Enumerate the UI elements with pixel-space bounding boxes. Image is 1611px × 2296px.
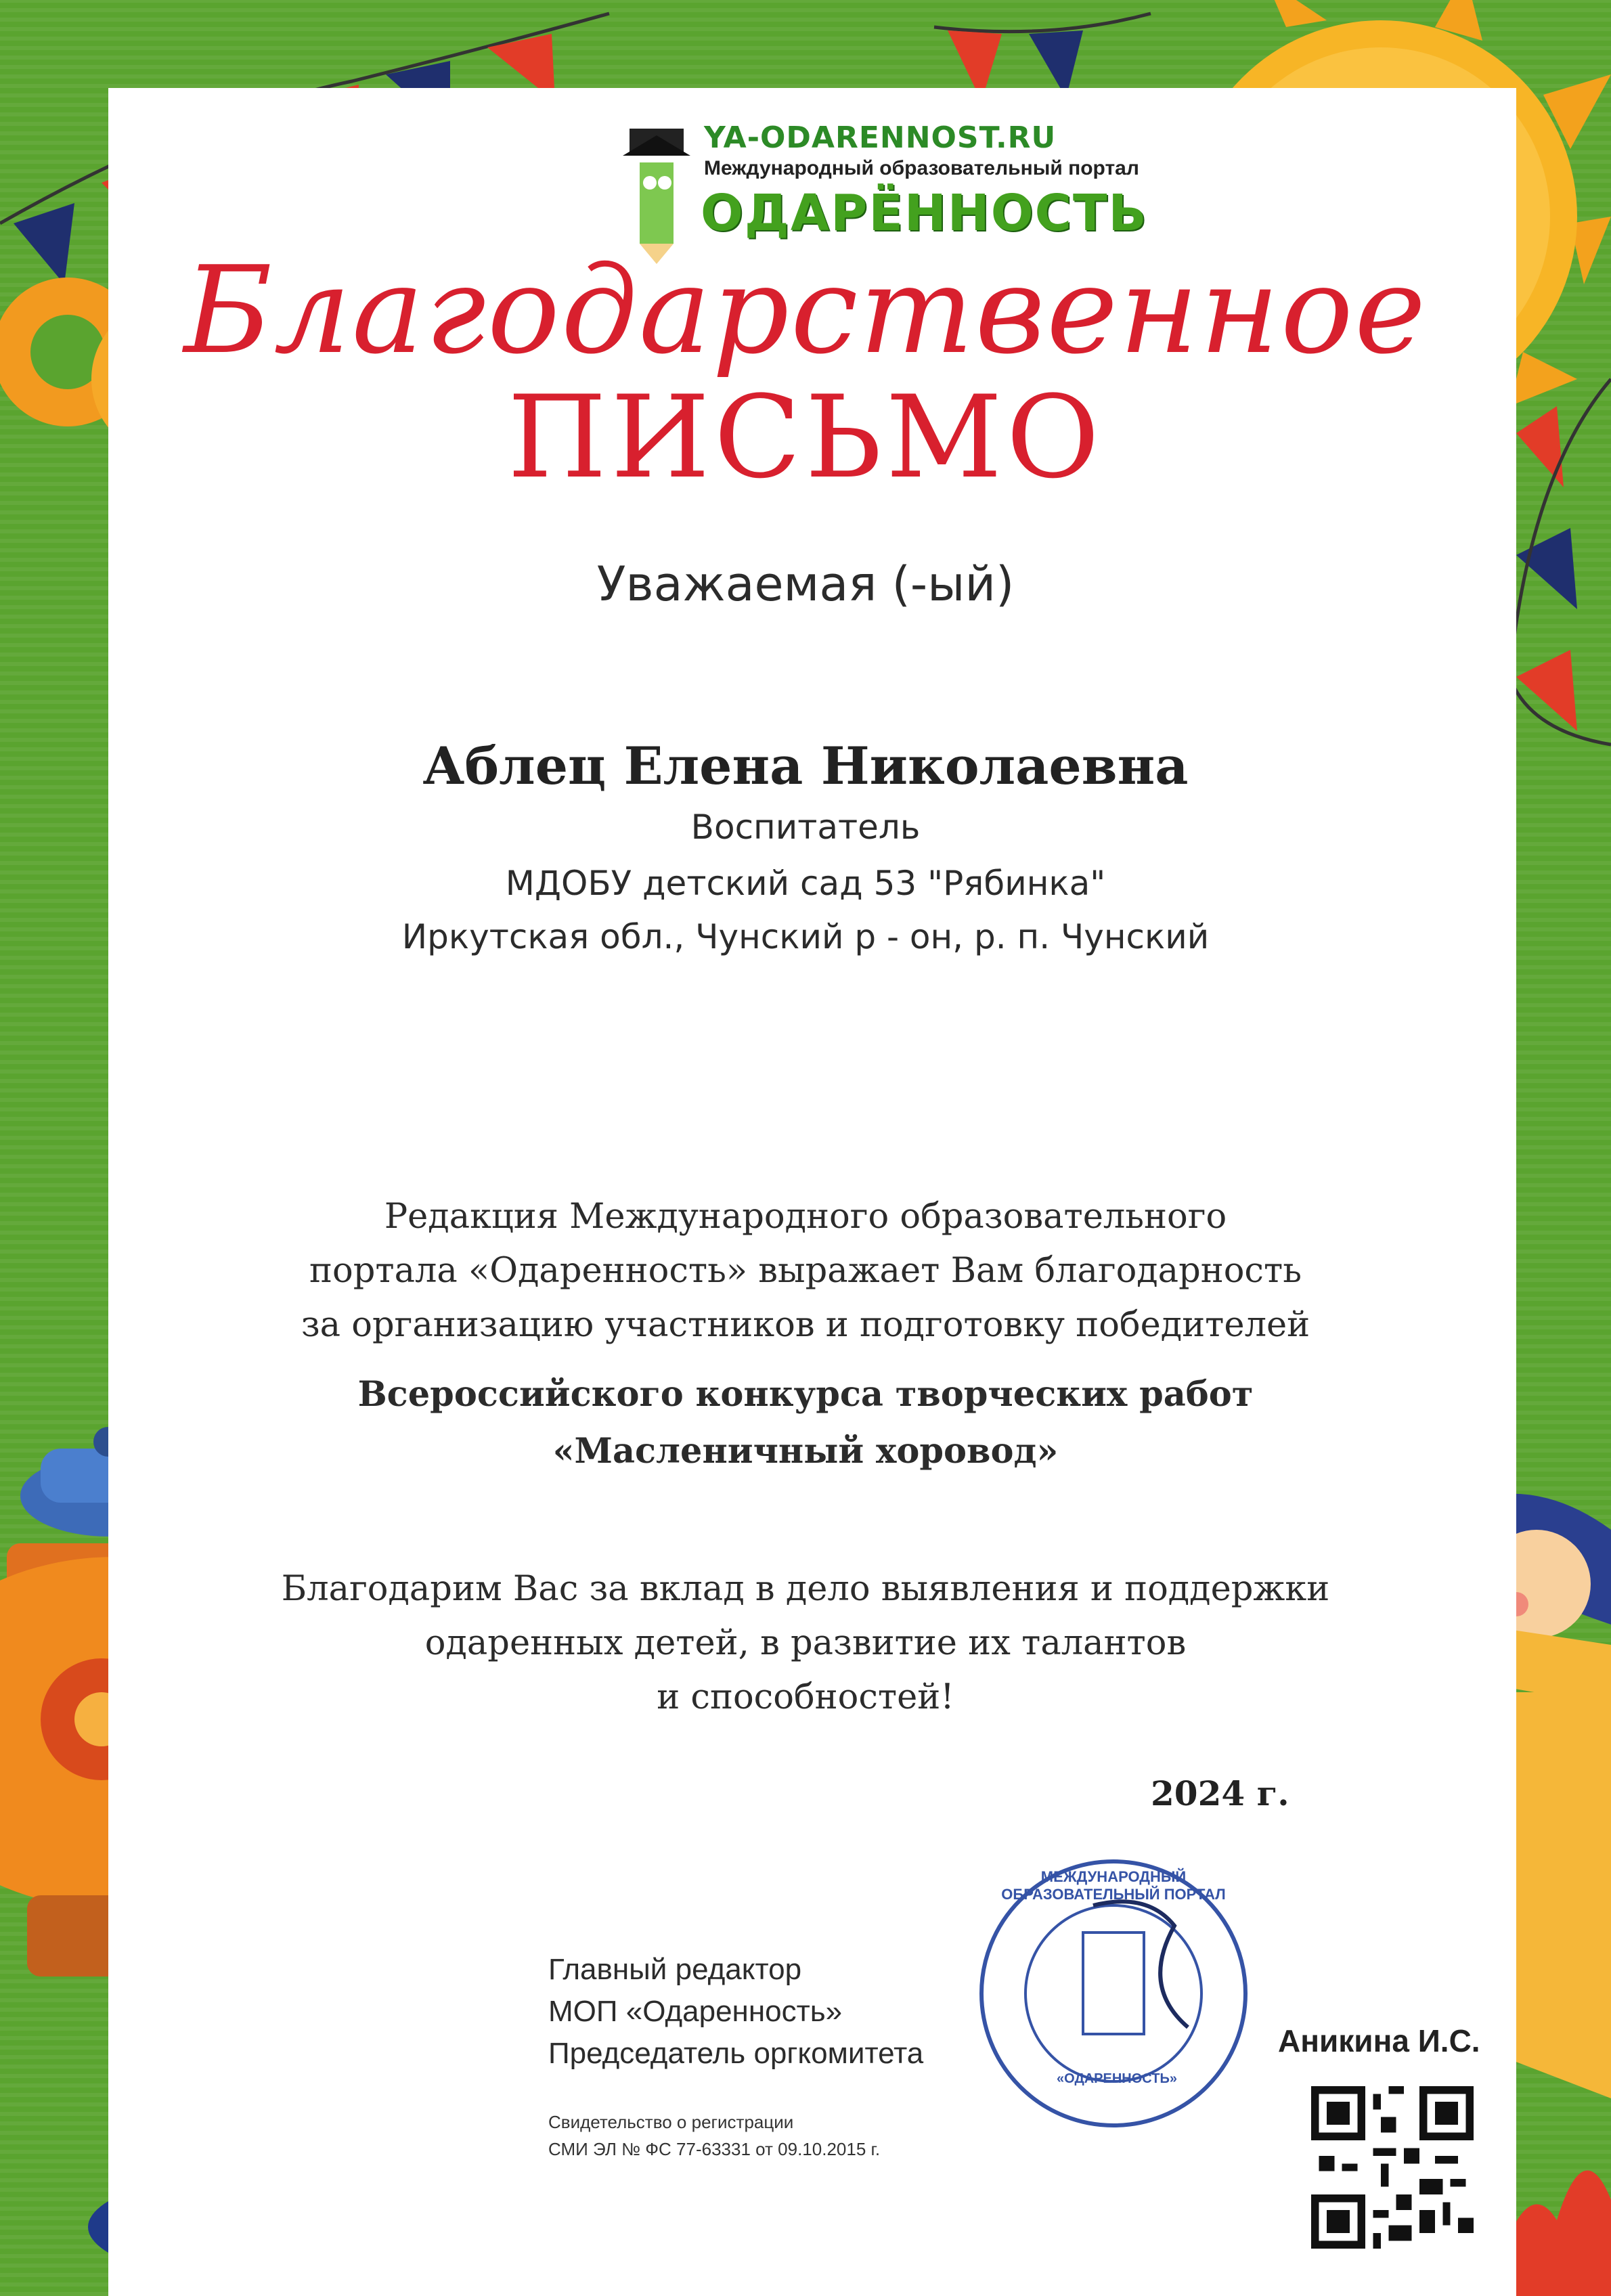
qr-code-icon[interactable]: [1303, 2078, 1482, 2257]
body-line-3: за организацию участников и подготовку победителей: [301, 1305, 1310, 1345]
logo-url: YA-ODARENNOST.RU: [704, 120, 1057, 155]
registration-line-2: СМИ ЭЛ № ФС 77-63331 от 09.10.2015 г.: [548, 2139, 881, 2159]
signer-name: Аникина И.С.: [1278, 2023, 1480, 2058]
signature-role-2: МОП «Одаренность»: [548, 1995, 843, 2028]
thanks-line-1: Благодарим Вас за вклад в дело выявления и поддержки: [281, 1569, 1330, 1609]
title-script: Благодарственное: [183, 240, 1428, 380]
logo-brand: ОДАРЁННОСТЬ: [701, 184, 1148, 242]
signature-role-3: Председатель оргкомитета: [548, 2037, 924, 2070]
registration-line-1: Свидетельство о регистрации: [548, 2112, 794, 2132]
salutation: Уважаемая (-ый): [596, 556, 1015, 612]
body-line-1: Редакция Международного образовательного: [384, 1197, 1227, 1237]
thanks-line-3: и способностей!: [657, 1677, 954, 1717]
stamp-center-text: «ОДАРЕННОСТЬ»: [1057, 2071, 1177, 2086]
title-main: ПИСЬМО: [507, 371, 1104, 504]
logo-subtitle: Международный образовательный портал: [704, 157, 1139, 179]
year: 2024 г.: [1151, 1773, 1289, 1813]
thanks-line-2: одаренных детей, в развитие их талантов: [424, 1623, 1187, 1663]
recipient-name: Аблец Елена Николаевна: [422, 736, 1189, 796]
body-line-2: портала «Одаренность» выражает Вам благодарность: [309, 1251, 1302, 1291]
bunting-rope-right: [934, 14, 1151, 32]
contest-name-line-1: Всероссийского конкурса творческих работ: [357, 1374, 1254, 1415]
contest-name-line-2: «Масленичный хоровод»: [552, 1431, 1059, 1472]
recipient-organization: МДОБУ детский сад 53 "Рябинка": [505, 864, 1106, 903]
stamp-ring-text: МЕЖДУНАРОДНЫЙ ОБРАЗОВАТЕЛЬНЫЙ ПОРТАЛ: [1001, 1868, 1226, 1903]
recipient-position: Воспитатель: [690, 808, 921, 847]
signature-role-1: Главный редактор: [548, 1953, 802, 1986]
recipient-location: Иркутская обл., Чунский р - он, р. п. Чунский: [401, 917, 1210, 956]
